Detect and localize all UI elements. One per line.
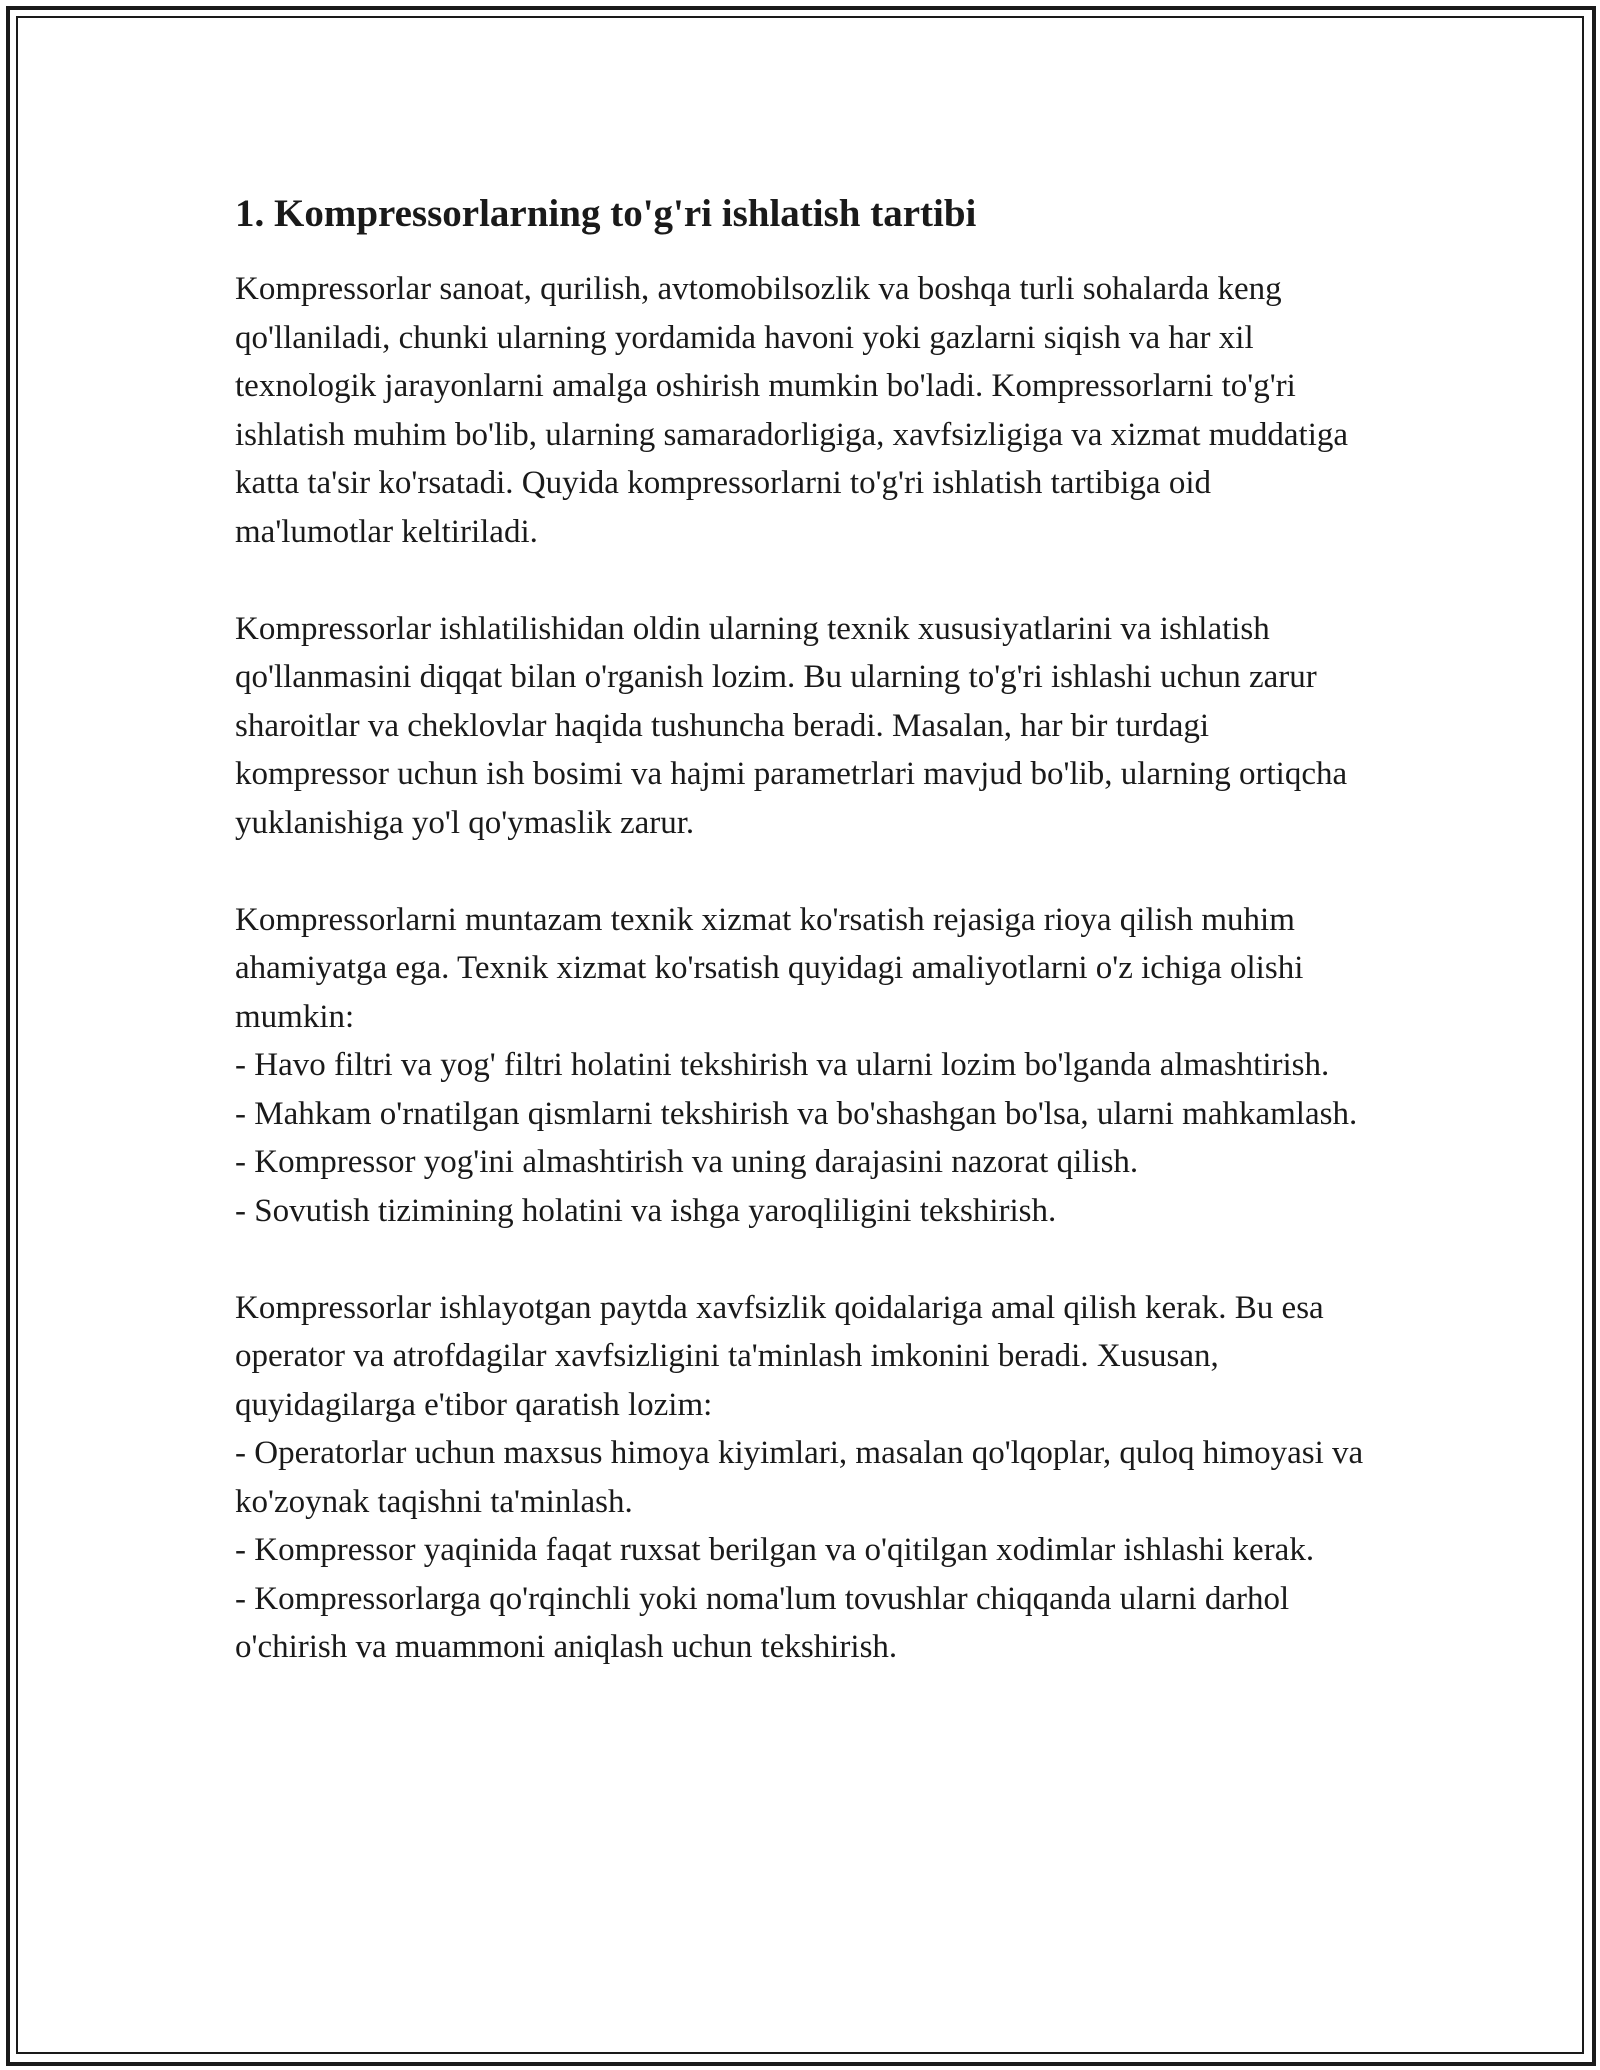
list-item: - Kompressor yog'ini almashtirish va uning darajasini nazorat qilish. bbox=[235, 1144, 1139, 1180]
section-heading: 1. Kompressorlarning to'g'ri ishlatish tartibi bbox=[235, 192, 977, 235]
list-item: - Sovutish tizimining holatini va ishga yaroqliligini tekshirish. bbox=[235, 1192, 1057, 1229]
paragraph-text: Kompressorlarni muntazam texnik xizmat ko'rsatish rejasiga rioya qilish muhim ahamiyatga ega. Texnik xizmat ko'rsatish quyidagi amaliyotlarni o'z ichiga olishi mumkin: bbox=[235, 901, 1304, 1035]
paragraph-specifications bbox=[235, 605, 1365, 848]
paragraph-text: Kompressorlar ishlatilishidan oldin ularning texnik xususiyatlarini va ishlatish qo'llanmasini diqqat bilan o'rganish lozim. Bu ularning to'g'ri ishlashi uchun zarur sharoitlar va cheklovlar haqida tushuncha beradi. Masalan, har bir turdagi kompressor uchun ish bosimi va hajmi parametrlari mavjud bo'lib, ularning ortiqcha yuklanishiga yo'l qo'ymaslik zarur. bbox=[235, 610, 1348, 841]
list-item: - Mahkam o'rnatilgan qismlarni tekshirish va bo'shashgan bo'lsa, ularni mahkamlash. bbox=[235, 1095, 1358, 1132]
paragraph-text: Kompressorlar ishlayotgan paytda xavfsizlik qoidalariga amal qilish kerak. Bu esa operator va atrofdagilar xavfsizligini ta'minlash imkonini beradi. Xususan, quyidagilarga e'tibor qaratish lozim: bbox=[235, 1289, 1324, 1423]
paragraph-intro bbox=[235, 265, 1365, 556]
paragraph-maintenance bbox=[235, 896, 1365, 1236]
list-item: - Kompressorlarga qo'rqinchli yoki noma'lum tovushlar chiqqanda ularni darhol o'chirish va muammoni aniqlash uchun tekshirish. bbox=[235, 1580, 1290, 1665]
maintenance-list bbox=[235, 1041, 1365, 1235]
safety-list bbox=[235, 1429, 1365, 1672]
list-item: - Havo filtri va yog' filtri holatini tekshirish va ularni lozim bo'lganda almashtirish. bbox=[235, 1047, 1330, 1083]
paragraph-safety bbox=[235, 1284, 1365, 1672]
list-item: - Kompressor yaqinida faqat ruxsat berilgan va o'qitilgan xodimlar ishlashi kerak. bbox=[235, 1532, 1315, 1568]
document-body bbox=[235, 186, 1365, 1720]
list-item: - Operatorlar uchun maxsus himoya kiyimlari, masalan qo'lqoplar, quloq himoyasi va ko'zoynak taqishni ta'minlash. bbox=[235, 1435, 1364, 1520]
paragraph-text: Kompressorlar sanoat, qurilish, avtomobilsozlik va boshqa turli sohalarda keng qo'llaniladi, chunki ularning yordamida havoni yoki gazlarni siqish va har xil texnologik jarayonlarni amalga oshirish mumkin bo'ladi. Kompressorlarni to'g'ri ishlatish muhim bo'lib, ularning samaradorligiga, xavfsizligiga va xizmat muddatiga katta ta'sir ko'rsatadi. Quyida kompressorlarni to'g'ri ishlatish tartibiga oid ma'lumotlar keltiriladi. bbox=[235, 271, 1349, 550]
